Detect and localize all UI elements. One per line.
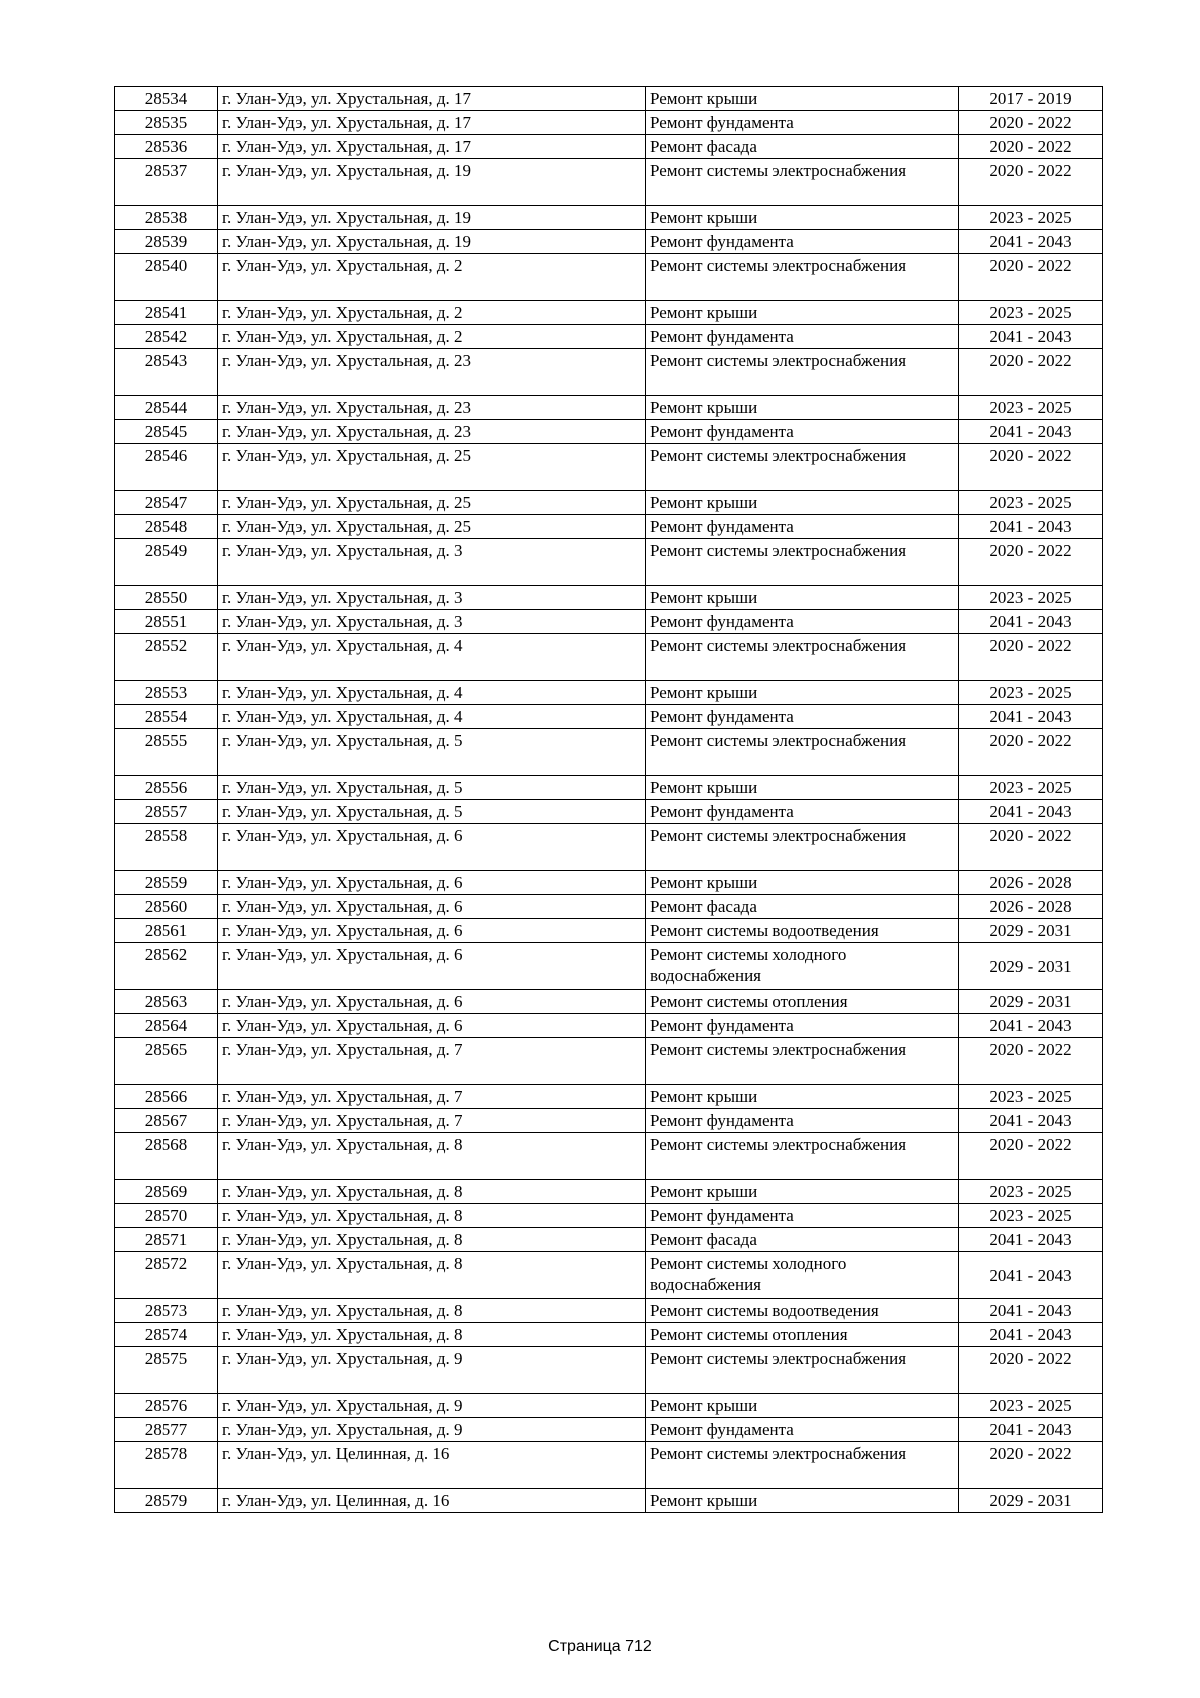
row-id-cell: 28562 bbox=[115, 943, 218, 990]
address-cell: г. Улан-Удэ, ул. Хрустальная, д. 5 bbox=[218, 729, 646, 776]
row-id-cell: 28560 bbox=[115, 895, 218, 919]
row-id-cell: 28567 bbox=[115, 1109, 218, 1133]
row-id-cell: 28565 bbox=[115, 1038, 218, 1085]
table-row bbox=[115, 230, 1103, 254]
address-cell: г. Улан-Удэ, ул. Хрустальная, д. 3 bbox=[218, 610, 646, 634]
table-row bbox=[115, 1442, 1103, 1489]
table-row bbox=[115, 586, 1103, 610]
work-type-cell: Ремонт системы водоотведения bbox=[646, 919, 959, 943]
row-id-cell: 28542 bbox=[115, 325, 218, 349]
table-row bbox=[115, 824, 1103, 871]
address-cell: г. Улан-Удэ, ул. Хрустальная, д. 6 bbox=[218, 895, 646, 919]
work-type-cell: Ремонт крыши bbox=[646, 396, 959, 420]
row-id-cell: 28579 bbox=[115, 1489, 218, 1513]
work-type-cell: Ремонт системы электроснабжения bbox=[646, 1133, 959, 1180]
row-id-cell: 28569 bbox=[115, 1180, 218, 1204]
table-row bbox=[115, 1228, 1103, 1252]
work-type-cell: Ремонт фундамента bbox=[646, 1014, 959, 1038]
period-cell: 2041 - 2043 bbox=[959, 1252, 1103, 1299]
period-cell: 2029 - 2031 bbox=[959, 990, 1103, 1014]
row-id-cell: 28558 bbox=[115, 824, 218, 871]
row-id-cell: 28535 bbox=[115, 111, 218, 135]
period-cell: 2041 - 2043 bbox=[959, 610, 1103, 634]
address-cell: г. Улан-Удэ, ул. Хрустальная, д. 4 bbox=[218, 634, 646, 681]
address-cell: г. Улан-Удэ, ул. Хрустальная, д. 5 bbox=[218, 776, 646, 800]
table-row bbox=[115, 111, 1103, 135]
period-cell: 2023 - 2025 bbox=[959, 491, 1103, 515]
address-cell: г. Улан-Удэ, ул. Хрустальная, д. 4 bbox=[218, 681, 646, 705]
period-cell: 2041 - 2043 bbox=[959, 325, 1103, 349]
table-row bbox=[115, 420, 1103, 444]
address-cell: г. Улан-Удэ, ул. Хрустальная, д. 9 bbox=[218, 1347, 646, 1394]
repair-schedule-table bbox=[114, 86, 1103, 1513]
address-cell: г. Улан-Удэ, ул. Хрустальная, д. 8 bbox=[218, 1299, 646, 1323]
work-type-cell: Ремонт системы отопления bbox=[646, 1323, 959, 1347]
address-cell: г. Улан-Удэ, ул. Хрустальная, д. 2 bbox=[218, 301, 646, 325]
row-id-cell: 28572 bbox=[115, 1252, 218, 1299]
period-cell: 2023 - 2025 bbox=[959, 1204, 1103, 1228]
address-cell: г. Улан-Удэ, ул. Хрустальная, д. 23 bbox=[218, 420, 646, 444]
period-cell: 2029 - 2031 bbox=[959, 943, 1103, 990]
work-type-cell: Ремонт крыши bbox=[646, 586, 959, 610]
table-row bbox=[115, 539, 1103, 586]
address-cell: г. Улан-Удэ, ул. Хрустальная, д. 23 bbox=[218, 349, 646, 396]
work-type-cell: Ремонт системы электроснабжения bbox=[646, 1347, 959, 1394]
period-cell: 2020 - 2022 bbox=[959, 159, 1103, 206]
table-row bbox=[115, 1299, 1103, 1323]
row-id-cell: 28544 bbox=[115, 396, 218, 420]
row-id-cell: 28561 bbox=[115, 919, 218, 943]
table-row bbox=[115, 729, 1103, 776]
work-type-cell: Ремонт крыши bbox=[646, 776, 959, 800]
table-row bbox=[115, 1038, 1103, 1085]
table-row bbox=[115, 206, 1103, 230]
work-type-cell: Ремонт фасада bbox=[646, 135, 959, 159]
address-cell: г. Улан-Удэ, ул. Хрустальная, д. 23 bbox=[218, 396, 646, 420]
work-type-cell: Ремонт системы электроснабжения bbox=[646, 824, 959, 871]
work-type-cell: Ремонт крыши bbox=[646, 491, 959, 515]
period-cell: 2026 - 2028 bbox=[959, 895, 1103, 919]
address-cell: г. Улан-Удэ, ул. Хрустальная, д. 25 bbox=[218, 515, 646, 539]
work-type-cell: Ремонт крыши bbox=[646, 87, 959, 111]
work-type-cell: Ремонт системы холодного водоснабжения bbox=[646, 1252, 959, 1299]
row-id-cell: 28538 bbox=[115, 206, 218, 230]
row-id-cell: 28537 bbox=[115, 159, 218, 206]
work-type-cell: Ремонт фундамента bbox=[646, 111, 959, 135]
address-cell: г. Улан-Удэ, ул. Хрустальная, д. 3 bbox=[218, 539, 646, 586]
work-type-cell: Ремонт крыши bbox=[646, 1085, 959, 1109]
period-cell: 2020 - 2022 bbox=[959, 824, 1103, 871]
work-type-cell: Ремонт фасада bbox=[646, 1228, 959, 1252]
table-row bbox=[115, 610, 1103, 634]
work-type-cell: Ремонт системы электроснабжения bbox=[646, 1038, 959, 1085]
table-row bbox=[115, 634, 1103, 681]
table-row bbox=[115, 159, 1103, 206]
period-cell: 2020 - 2022 bbox=[959, 634, 1103, 681]
work-type-cell: Ремонт фундамента bbox=[646, 515, 959, 539]
address-cell: г. Улан-Удэ, ул. Хрустальная, д. 5 bbox=[218, 800, 646, 824]
period-cell: 2020 - 2022 bbox=[959, 444, 1103, 491]
work-type-cell: Ремонт фундамента bbox=[646, 230, 959, 254]
period-cell: 2029 - 2031 bbox=[959, 919, 1103, 943]
row-id-cell: 28559 bbox=[115, 871, 218, 895]
table-row bbox=[115, 895, 1103, 919]
row-id-cell: 28554 bbox=[115, 705, 218, 729]
period-cell: 2020 - 2022 bbox=[959, 539, 1103, 586]
period-cell: 2023 - 2025 bbox=[959, 396, 1103, 420]
row-id-cell: 28555 bbox=[115, 729, 218, 776]
work-type-cell: Ремонт системы электроснабжения bbox=[646, 539, 959, 586]
work-type-cell: Ремонт крыши bbox=[646, 871, 959, 895]
work-type-cell: Ремонт системы электроснабжения bbox=[646, 349, 959, 396]
address-cell: г. Улан-Удэ, ул. Хрустальная, д. 7 bbox=[218, 1109, 646, 1133]
address-cell: г. Улан-Удэ, ул. Хрустальная, д. 6 bbox=[218, 871, 646, 895]
period-cell: 2041 - 2043 bbox=[959, 705, 1103, 729]
address-cell: г. Улан-Удэ, ул. Хрустальная, д. 17 bbox=[218, 87, 646, 111]
row-id-cell: 28551 bbox=[115, 610, 218, 634]
row-id-cell: 28573 bbox=[115, 1299, 218, 1323]
row-id-cell: 28556 bbox=[115, 776, 218, 800]
period-cell: 2023 - 2025 bbox=[959, 1394, 1103, 1418]
address-cell: г. Улан-Удэ, ул. Хрустальная, д. 2 bbox=[218, 254, 646, 301]
table-row bbox=[115, 515, 1103, 539]
address-cell: г. Улан-Удэ, ул. Хрустальная, д. 9 bbox=[218, 1418, 646, 1442]
address-cell: г. Улан-Удэ, ул. Хрустальная, д. 19 bbox=[218, 230, 646, 254]
address-cell: г. Улан-Удэ, ул. Хрустальная, д. 25 bbox=[218, 444, 646, 491]
table-row bbox=[115, 1014, 1103, 1038]
period-cell: 2020 - 2022 bbox=[959, 1038, 1103, 1085]
period-cell: 2023 - 2025 bbox=[959, 206, 1103, 230]
table-row bbox=[115, 1252, 1103, 1299]
row-id-cell: 28564 bbox=[115, 1014, 218, 1038]
row-id-cell: 28534 bbox=[115, 87, 218, 111]
row-id-cell: 28552 bbox=[115, 634, 218, 681]
table-row bbox=[115, 990, 1103, 1014]
period-cell: 2020 - 2022 bbox=[959, 111, 1103, 135]
work-type-cell: Ремонт системы электроснабжения bbox=[646, 729, 959, 776]
row-id-cell: 28557 bbox=[115, 800, 218, 824]
period-cell: 2020 - 2022 bbox=[959, 349, 1103, 396]
row-id-cell: 28541 bbox=[115, 301, 218, 325]
period-cell: 2020 - 2022 bbox=[959, 254, 1103, 301]
table-row bbox=[115, 1347, 1103, 1394]
address-cell: г. Улан-Удэ, ул. Хрустальная, д. 19 bbox=[218, 206, 646, 230]
work-type-cell: Ремонт фундамента bbox=[646, 800, 959, 824]
period-cell: 2041 - 2043 bbox=[959, 1299, 1103, 1323]
work-type-cell: Ремонт фундамента bbox=[646, 1418, 959, 1442]
period-cell: 2023 - 2025 bbox=[959, 776, 1103, 800]
period-cell: 2017 - 2019 bbox=[959, 87, 1103, 111]
address-cell: г. Улан-Удэ, ул. Хрустальная, д. 7 bbox=[218, 1038, 646, 1085]
table-row bbox=[115, 301, 1103, 325]
address-cell: г. Улан-Удэ, ул. Хрустальная, д. 6 bbox=[218, 824, 646, 871]
row-id-cell: 28540 bbox=[115, 254, 218, 301]
table-row bbox=[115, 1180, 1103, 1204]
table-row bbox=[115, 681, 1103, 705]
row-id-cell: 28550 bbox=[115, 586, 218, 610]
work-type-cell: Ремонт системы отопления bbox=[646, 990, 959, 1014]
table-row bbox=[115, 444, 1103, 491]
table-row bbox=[115, 1085, 1103, 1109]
work-type-cell: Ремонт крыши bbox=[646, 1489, 959, 1513]
address-cell: г. Улан-Удэ, ул. Хрустальная, д. 8 bbox=[218, 1252, 646, 1299]
row-id-cell: 28575 bbox=[115, 1347, 218, 1394]
table-row bbox=[115, 325, 1103, 349]
period-cell: 2041 - 2043 bbox=[959, 1418, 1103, 1442]
table-row bbox=[115, 871, 1103, 895]
address-cell: г. Улан-Удэ, ул. Хрустальная, д. 6 bbox=[218, 919, 646, 943]
row-id-cell: 28543 bbox=[115, 349, 218, 396]
row-id-cell: 28548 bbox=[115, 515, 218, 539]
row-id-cell: 28574 bbox=[115, 1323, 218, 1347]
period-cell: 2023 - 2025 bbox=[959, 301, 1103, 325]
table-row bbox=[115, 800, 1103, 824]
table-row bbox=[115, 1323, 1103, 1347]
address-cell: г. Улан-Удэ, ул. Хрустальная, д. 6 bbox=[218, 1014, 646, 1038]
period-cell: 2026 - 2028 bbox=[959, 871, 1103, 895]
work-type-cell: Ремонт фасада bbox=[646, 895, 959, 919]
row-id-cell: 28570 bbox=[115, 1204, 218, 1228]
work-type-cell: Ремонт фундамента bbox=[646, 705, 959, 729]
table-row bbox=[115, 1204, 1103, 1228]
period-cell: 2041 - 2043 bbox=[959, 230, 1103, 254]
table-row bbox=[115, 919, 1103, 943]
table-row bbox=[115, 1489, 1103, 1513]
work-type-cell: Ремонт фундамента bbox=[646, 325, 959, 349]
row-id-cell: 28563 bbox=[115, 990, 218, 1014]
address-cell: г. Улан-Удэ, ул. Хрустальная, д. 4 bbox=[218, 705, 646, 729]
period-cell: 2020 - 2022 bbox=[959, 1442, 1103, 1489]
period-cell: 2041 - 2043 bbox=[959, 1014, 1103, 1038]
row-id-cell: 28571 bbox=[115, 1228, 218, 1252]
table-row bbox=[115, 1133, 1103, 1180]
row-id-cell: 28549 bbox=[115, 539, 218, 586]
row-id-cell: 28546 bbox=[115, 444, 218, 491]
address-cell: г. Улан-Удэ, ул. Хрустальная, д. 8 bbox=[218, 1133, 646, 1180]
table-row bbox=[115, 349, 1103, 396]
work-type-cell: Ремонт фундамента bbox=[646, 610, 959, 634]
table-row bbox=[115, 87, 1103, 111]
work-type-cell: Ремонт фундамента bbox=[646, 1109, 959, 1133]
address-cell: г. Улан-Удэ, ул. Хрустальная, д. 6 bbox=[218, 990, 646, 1014]
period-cell: 2041 - 2043 bbox=[959, 800, 1103, 824]
row-id-cell: 28578 bbox=[115, 1442, 218, 1489]
work-type-cell: Ремонт крыши bbox=[646, 681, 959, 705]
table-row bbox=[115, 705, 1103, 729]
work-type-cell: Ремонт системы электроснабжения bbox=[646, 634, 959, 681]
period-cell: 2029 - 2031 bbox=[959, 1489, 1103, 1513]
work-type-cell: Ремонт системы электроснабжения bbox=[646, 1442, 959, 1489]
period-cell: 2041 - 2043 bbox=[959, 515, 1103, 539]
row-id-cell: 28545 bbox=[115, 420, 218, 444]
address-cell: г. Улан-Удэ, ул. Хрустальная, д. 19 bbox=[218, 159, 646, 206]
period-cell: 2023 - 2025 bbox=[959, 1180, 1103, 1204]
row-id-cell: 28553 bbox=[115, 681, 218, 705]
table-row bbox=[115, 776, 1103, 800]
address-cell: г. Улан-Удэ, ул. Хрустальная, д. 3 bbox=[218, 586, 646, 610]
period-cell: 2023 - 2025 bbox=[959, 1085, 1103, 1109]
address-cell: г. Улан-Удэ, ул. Хрустальная, д. 8 bbox=[218, 1228, 646, 1252]
period-cell: 2023 - 2025 bbox=[959, 681, 1103, 705]
period-cell: 2041 - 2043 bbox=[959, 420, 1103, 444]
address-cell: г. Улан-Удэ, ул. Хрустальная, д. 25 bbox=[218, 491, 646, 515]
table-row bbox=[115, 396, 1103, 420]
row-id-cell: 28539 bbox=[115, 230, 218, 254]
table-row bbox=[115, 491, 1103, 515]
table-row bbox=[115, 1418, 1103, 1442]
address-cell: г. Улан-Удэ, ул. Хрустальная, д. 8 bbox=[218, 1323, 646, 1347]
row-id-cell: 28566 bbox=[115, 1085, 218, 1109]
work-type-cell: Ремонт фундамента bbox=[646, 420, 959, 444]
address-cell: г. Улан-Удэ, ул. Целинная, д. 16 bbox=[218, 1489, 646, 1513]
row-id-cell: 28577 bbox=[115, 1418, 218, 1442]
work-type-cell: Ремонт крыши bbox=[646, 1180, 959, 1204]
work-type-cell: Ремонт системы водоотведения bbox=[646, 1299, 959, 1323]
table-body bbox=[115, 87, 1103, 1513]
address-cell: г. Улан-Удэ, ул. Хрустальная, д. 17 bbox=[218, 111, 646, 135]
row-id-cell: 28547 bbox=[115, 491, 218, 515]
period-cell: 2020 - 2022 bbox=[959, 729, 1103, 776]
address-cell: г. Улан-Удэ, ул. Хрустальная, д. 9 bbox=[218, 1394, 646, 1418]
table-row bbox=[115, 254, 1103, 301]
address-cell: г. Улан-Удэ, ул. Хрустальная, д. 8 bbox=[218, 1180, 646, 1204]
work-type-cell: Ремонт системы холодного водоснабжения bbox=[646, 943, 959, 990]
work-type-cell: Ремонт системы электроснабжения bbox=[646, 444, 959, 491]
address-cell: г. Улан-Удэ, ул. Хрустальная, д. 17 bbox=[218, 135, 646, 159]
page-number: Страница 712 bbox=[548, 1638, 652, 1655]
work-type-cell: Ремонт фундамента bbox=[646, 1204, 959, 1228]
work-type-cell: Ремонт крыши bbox=[646, 301, 959, 325]
table-row bbox=[115, 943, 1103, 990]
work-type-cell: Ремонт крыши bbox=[646, 206, 959, 230]
row-id-cell: 28568 bbox=[115, 1133, 218, 1180]
row-id-cell: 28536 bbox=[115, 135, 218, 159]
work-type-cell: Ремонт системы электроснабжения bbox=[646, 159, 959, 206]
period-cell: 2023 - 2025 bbox=[959, 586, 1103, 610]
address-cell: г. Улан-Удэ, ул. Целинная, д. 16 bbox=[218, 1442, 646, 1489]
address-cell: г. Улан-Удэ, ул. Хрустальная, д. 6 bbox=[218, 943, 646, 990]
period-cell: 2020 - 2022 bbox=[959, 1133, 1103, 1180]
row-id-cell: 28576 bbox=[115, 1394, 218, 1418]
period-cell: 2041 - 2043 bbox=[959, 1109, 1103, 1133]
period-cell: 2041 - 2043 bbox=[959, 1228, 1103, 1252]
work-type-cell: Ремонт системы электроснабжения bbox=[646, 254, 959, 301]
table-row bbox=[115, 1394, 1103, 1418]
period-cell: 2041 - 2043 bbox=[959, 1323, 1103, 1347]
period-cell: 2020 - 2022 bbox=[959, 135, 1103, 159]
address-cell: г. Улан-Удэ, ул. Хрустальная, д. 8 bbox=[218, 1204, 646, 1228]
address-cell: г. Улан-Удэ, ул. Хрустальная, д. 7 bbox=[218, 1085, 646, 1109]
address-cell: г. Улан-Удэ, ул. Хрустальная, д. 2 bbox=[218, 325, 646, 349]
table-row bbox=[115, 135, 1103, 159]
period-cell: 2020 - 2022 bbox=[959, 1347, 1103, 1394]
work-type-cell: Ремонт крыши bbox=[646, 1394, 959, 1418]
table-row bbox=[115, 1109, 1103, 1133]
